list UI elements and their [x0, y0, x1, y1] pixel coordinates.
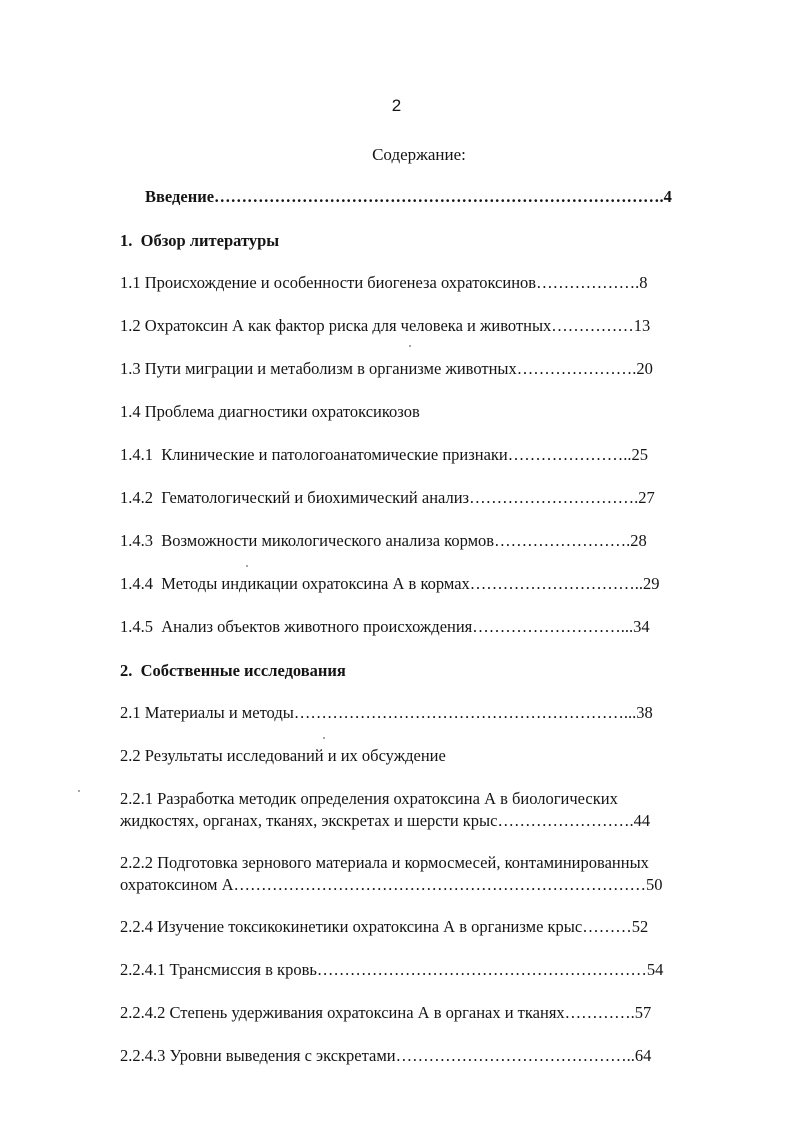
- toc-entry-1-4: 1.4 Проблема диагностики охратоксикозов: [120, 402, 420, 421]
- toc-entry-2-2-2-line2: охратоксином А…………………………………………………………………50: [120, 875, 663, 894]
- scan-speck: [323, 737, 325, 739]
- toc-entry-2-1: 2.1 Материалы и методы……………………………………………………...38: [120, 703, 653, 722]
- toc-entry-2-2-4-1: 2.2.4.1 Трансмиссия в кровь……………………………………………………54: [120, 960, 664, 979]
- toc-section-2: 2. Собственные исследования: [120, 661, 346, 680]
- toc-entry-1-4-1: 1.4.1 Клинические и патологоанатомические признаки…………………..25: [120, 445, 649, 464]
- scan-speck: [409, 345, 411, 347]
- toc-entry-1-1: 1.1 Происхождение и особенности биогенеза охратоксинов……………….8: [120, 273, 648, 292]
- scan-speck: [246, 565, 248, 567]
- toc-entry-1-4-3: 1.4.3 Возможности микологического анализа кормов…………………….28: [120, 531, 647, 550]
- toc-entry-introduction: Введение……………………………………………………………………….4: [145, 187, 672, 206]
- toc-section-1: 1. Обзор литературы: [120, 231, 280, 250]
- toc-title: Содержание:: [372, 145, 466, 164]
- toc-entry-2-2-2-line1: 2.2.2 Подготовка зернового материала и кормосмесей, контаминированных: [120, 853, 649, 872]
- toc-entry-2-2: 2.2 Результаты исследований и их обсуждение: [120, 746, 446, 765]
- toc-entry-1-3: 1.3 Пути миграции и метаболизм в организме животных………………….20: [120, 359, 653, 378]
- toc-entry-1-4-4: 1.4.4 Методы индикации охратоксина А в кормах…………………………..29: [120, 574, 660, 593]
- scan-speck: [78, 790, 80, 792]
- toc-entry-2-2-1-line2: жидкостях, органах, тканях, экскретах и шерсти крыс…………………….44: [120, 811, 651, 830]
- toc-entry-1-2: 1.2 Охратоксин А как фактор риска для человека и животных……………13: [120, 316, 651, 335]
- toc-entry-1-4-2: 1.4.2 Гематологический и биохимический анализ………………………….27: [120, 488, 655, 507]
- toc-entry-1-4-5: 1.4.5 Анализ объектов животного происхождения………………………...34: [120, 617, 650, 636]
- toc-entry-2-2-4: 2.2.4 Изучение токсикокинетики охратоксина А в организме крыс………52: [120, 917, 649, 936]
- toc-entry-2-2-4-2: 2.2.4.2 Степень удерживания охратоксина А в органах и тканях………….57: [120, 1003, 652, 1022]
- toc-entry-2-2-1-line1: 2.2.1 Разработка методик определения охратоксина А в биологических: [120, 789, 618, 808]
- page-number: 2: [391, 96, 402, 115]
- toc-entry-2-2-4-3: 2.2.4.3 Уровни выведения с экскретами……………………………………..64: [120, 1046, 652, 1065]
